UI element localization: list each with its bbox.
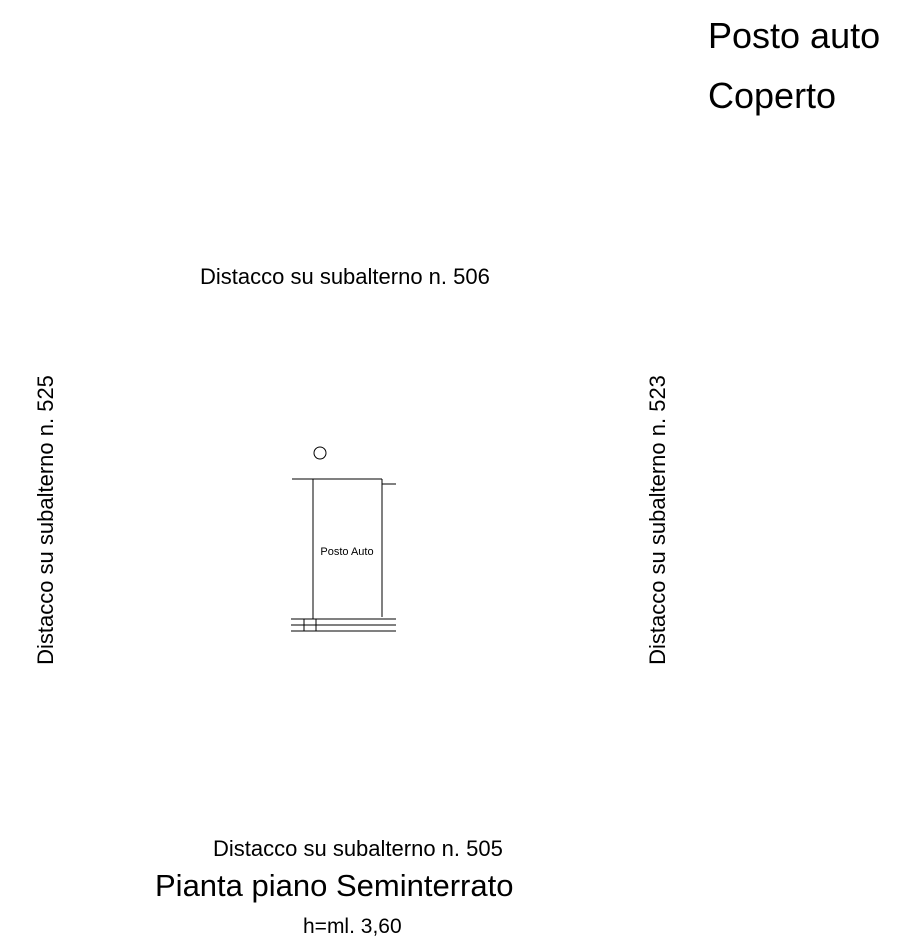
height-label: h=ml. 3,60 xyxy=(303,915,402,938)
boundary-label-right: Distacco su subalterno n. 523 xyxy=(645,375,670,665)
boundary-label-bottom: Distacco su subalterno n. 505 xyxy=(213,836,503,861)
drawing-title-line2: Coperto xyxy=(708,75,837,116)
boundary-label-top: Distacco su subalterno n. 506 xyxy=(200,264,490,289)
drawing-title-line1: Posto auto xyxy=(708,15,881,56)
space-label: Posto Auto xyxy=(320,546,374,558)
boundary-label-left: Distacco su subalterno n. 525 xyxy=(33,375,58,665)
plan-title: Pianta piano Seminterrato xyxy=(155,868,514,903)
marker-circle xyxy=(314,447,326,459)
